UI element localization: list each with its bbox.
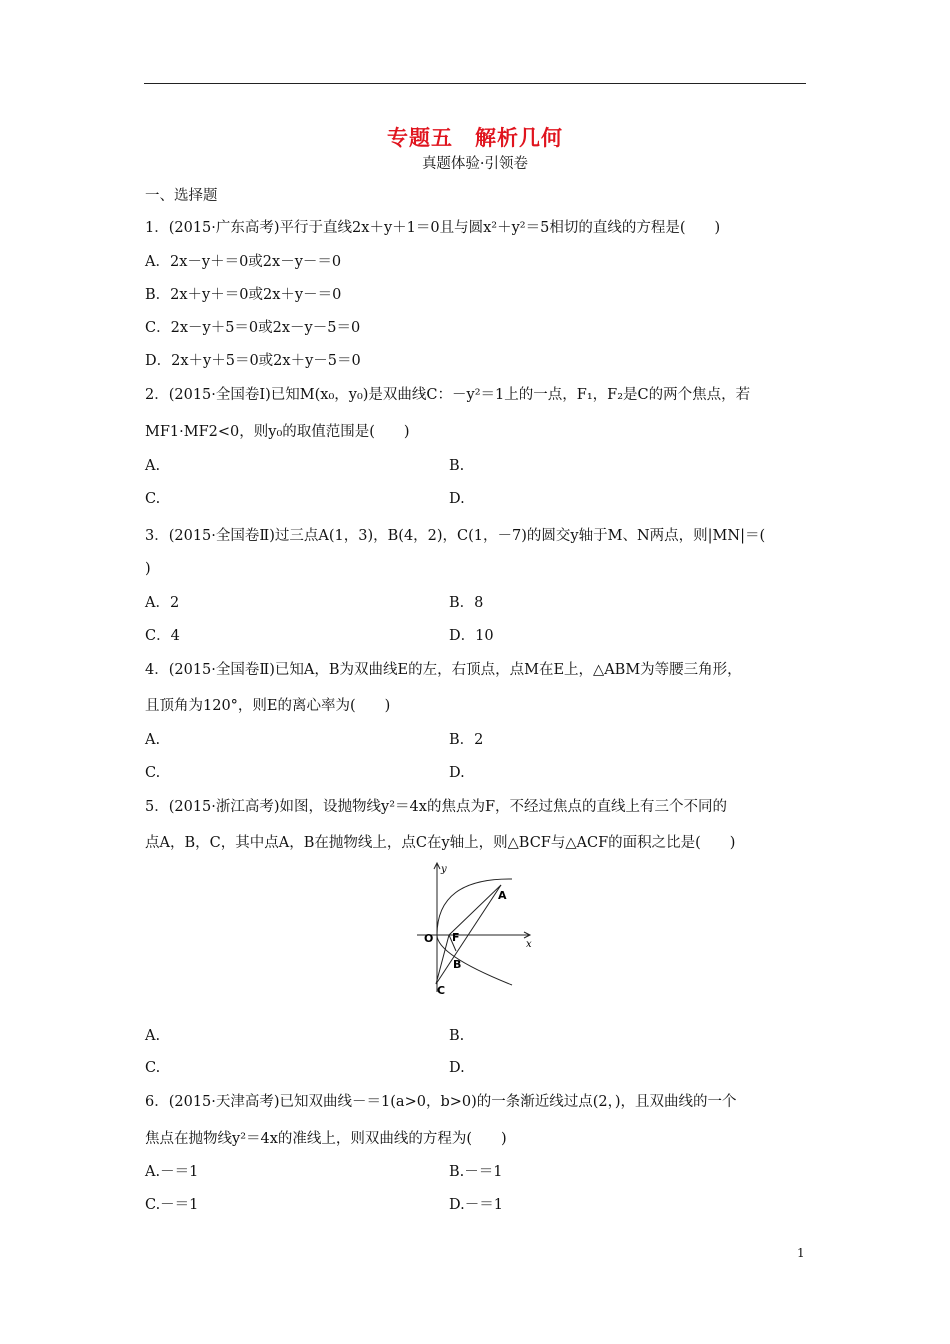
question-1-option-c: C．2x－y＋5＝0或2x－y－5＝0	[145, 320, 361, 336]
question-1-option-b: B．2x＋y＋＝0或2x＋y－＝0	[145, 287, 342, 303]
question-2-stem-line1: 2．(2015·全国卷Ⅰ)已知M(x₀，y₀)是双曲线C：－y²＝1上的一点，F₁，F₂是C的两个焦点，若	[145, 387, 751, 403]
question-4-option-c: C.	[145, 765, 161, 781]
question-2-option-b: B.	[449, 458, 465, 474]
label-c: C	[437, 984, 446, 997]
segment-af	[449, 885, 501, 935]
page-title: 专题五 解析几何	[387, 126, 563, 150]
question-1-option-a: A．2x－y＋＝0或2x－y－＝0	[145, 254, 342, 270]
label-a: A	[498, 889, 507, 902]
question-4-option-d: D.	[449, 765, 465, 781]
question-6-stem-line1: 6．(2015·天津高考)已知双曲线－＝1(a>0，b>0)的一条渐近线过点(2，)，且双曲线的一个	[145, 1094, 737, 1110]
section-heading: 一、选择题	[145, 188, 218, 204]
question-1-stem: 1．(2015·广东高考)平行于直线2x＋y＋1＝0且与圆x²＋y²＝5相切的直线的方程是( )	[145, 220, 721, 236]
question-2-option-c: C.	[145, 491, 161, 507]
question-3-option-b: B．8	[449, 595, 484, 611]
question-5-option-d: D.	[449, 1060, 465, 1076]
question-3-option-a: A．2	[145, 595, 180, 611]
question-6-option-c: C.－＝1	[145, 1197, 199, 1213]
page-number: 1	[797, 1246, 805, 1260]
question-3-option-c: C．4	[145, 628, 180, 644]
question-4-option-b: B．2	[449, 732, 484, 748]
question-6-stem-line2: 焦点在抛物线y²＝4x的准线上，则双曲线的方程为( )	[145, 1131, 507, 1147]
segment-cf	[436, 935, 449, 984]
label-y: y	[441, 864, 447, 875]
question-6-option-b: B.－＝1	[449, 1164, 503, 1180]
question-1-option-d: D．2x＋y＋5＝0或2x＋y－5＝0	[145, 353, 361, 369]
question-6-option-d: D.－＝1	[449, 1197, 503, 1213]
question-3-stem-line2: )	[145, 561, 151, 577]
question-4-stem-line1: 4．(2015·全国卷Ⅱ)已知A，B为双曲线E的左，右顶点，点M在E上，△ABM为等腰三角形，	[145, 662, 742, 678]
question-4-stem-line2: 且顶角为120°，则E的离心率为( )	[145, 698, 391, 714]
question-3-option-d: D．10	[449, 628, 494, 644]
question-5-option-a: A.	[145, 1028, 161, 1044]
question-2-option-a: A.	[145, 458, 161, 474]
question-4-option-a: A.	[145, 732, 161, 748]
label-x: x	[526, 939, 532, 950]
label-f: F	[452, 931, 460, 944]
page-subtitle: 真题体验·引领卷	[421, 156, 529, 172]
header-rule	[144, 83, 806, 84]
parabola-figure	[412, 860, 540, 998]
question-5-option-c: C.	[145, 1060, 161, 1076]
label-o: O	[424, 932, 434, 945]
question-5-stem-line2: 点A，B，C，其中点A，B在抛物线上，点C在y轴上，则△BCF与△ACF的面积之比是( )	[145, 835, 736, 851]
question-2-stem-line2: MF1·MF2<0，则y₀的取值范围是( )	[145, 424, 410, 440]
label-b: B	[453, 958, 462, 971]
question-3-stem-line1: 3．(2015·全国卷Ⅱ)过三点A(1，3)，B(4，2)，C(1，－7)的圆交y轴于M、N两点，则|MN|＝(	[145, 528, 766, 544]
question-5-option-b: B.	[449, 1028, 465, 1044]
question-6-option-a: A.－＝1	[145, 1164, 199, 1180]
question-2-option-d: D.	[449, 491, 465, 507]
question-5-stem-line1: 5．(2015·浙江高考)如图，设抛物线y²＝4x的焦点为F，不经过焦点的直线上有三个不同的	[145, 799, 728, 815]
